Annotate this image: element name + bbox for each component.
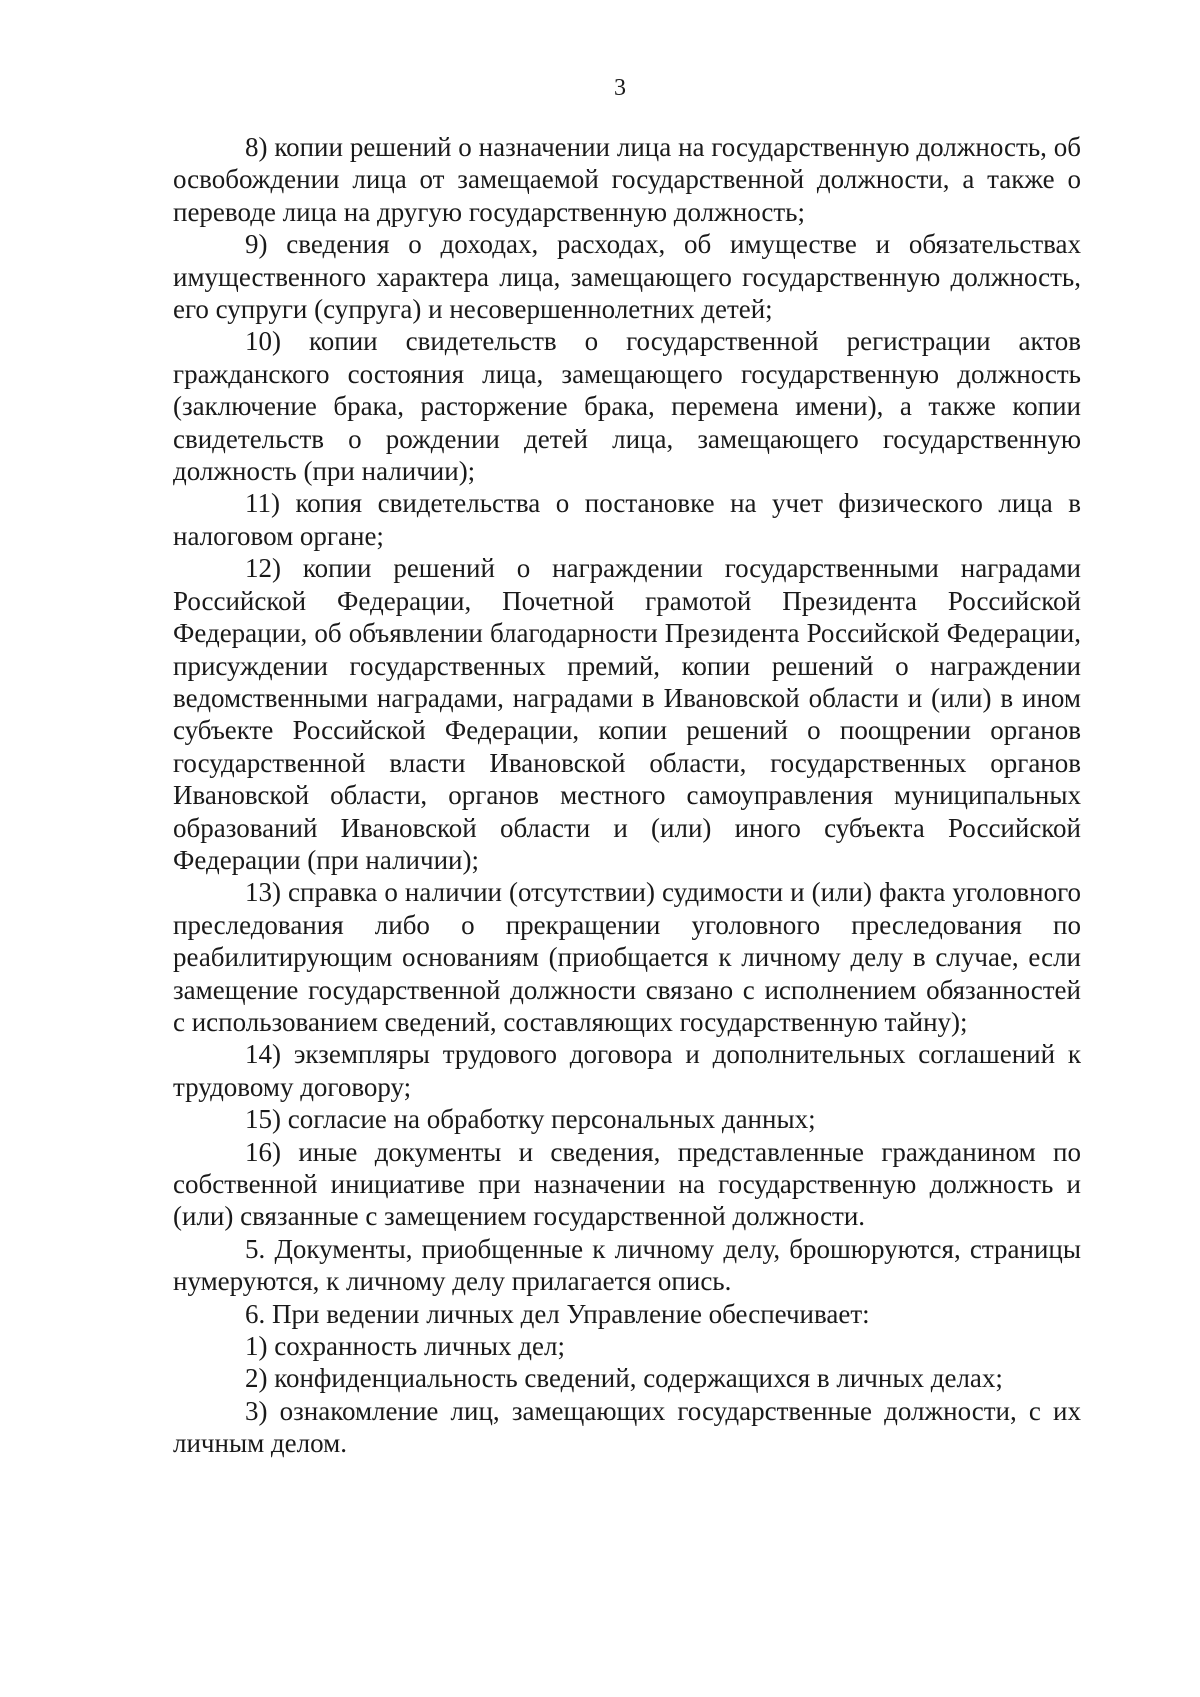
paragraph-item-16-other-documents: 16) иные документы и сведения, представленные гражданином по собственной инициативе при назначении на государственную должность и (или) связанные с замещением государственной должности. bbox=[173, 1136, 1081, 1232]
paragraph-item-10-civil-status-certificates: 10) копии свидетельств о государственной регистрации актов гражданского состояния лица, замещающего государственную должность (заключение брака, расторжение брака, перемена имени), а также копии свидетельств о рождении детей лица, замещающего государственную должность (при наличии); bbox=[173, 326, 1081, 487]
document-body bbox=[173, 131, 1081, 1460]
paragraph-item-14-labor-contract: 14) экземпляры трудового договора и дополнительных соглашений к трудовому договору; bbox=[173, 1039, 1081, 1102]
paragraph-section-5-binding: 5. Документы, приобщенные к личному делу, брошюруются, страницы нумеруются, к личному делу прилагается опись. bbox=[173, 1233, 1081, 1297]
paragraph-item-11-tax-registration: 11) копия свидетельства о постановке на учет физического лица в налоговом органе; bbox=[173, 488, 1081, 551]
paragraph-item-13-criminal-record: 13) справка о наличии (отсутствии) судимости и (или) факта уголовного преследования либо о прекращении уголовного преследования по реабилитирующим основаниям (приобщается к личному делу в случае, если замещение государственной должности связано с исполнением обязанностей с использованием сведений, составляющих государственную тайну); bbox=[173, 877, 1081, 1037]
paragraph-section-6-item-1: 1) сохранность личных дел; bbox=[245, 1331, 565, 1362]
page-number: 3 bbox=[614, 75, 626, 101]
paragraph-item-12-awards-decisions: 12) копии решений о награждении государственными наградами Российской Федерации, Почетной грамотой Президента Российской Федерации, об объявлении благодарности Президента Российской Федерации, присуждении государственных премий, копии решений о награждении ведомственными наградами, наградами в Ивановской области и (или) в ином субъекте Российской Федерации, копии решений о поощрении органов государственной власти Ивановской области, государственных органов Ивановской области, органов местного самоуправления муниципальных образований Ивановской области и (или) иного субъекта Российской Федерации (при наличии); bbox=[173, 553, 1081, 875]
paragraph-section-6-item-3: 3) ознакомление лиц, замещающих государственные должности, с их личным делом. bbox=[173, 1395, 1081, 1459]
paragraph-section-6-intro: 6. При ведении личных дел Управление обеспечивает: bbox=[245, 1298, 870, 1329]
paragraph-section-6-item-2: 2) конфиденциальность сведений, содержащихся в личных делах; bbox=[245, 1363, 1003, 1394]
paragraph-item-9-income-information: 9) сведения о доходах, расходах, об имуществе и обязательствах имущественного характера лица, замещающего государственную должность, его супруги (супруга) и несовершеннолетних детей; bbox=[173, 229, 1081, 325]
paragraph-item-8-decisions-copies: 8) копии решений о назначении лица на государственную должность, об освобождении лица от замещаемой государственной должности, а также о переводе лица на другую государственную должность; bbox=[173, 132, 1081, 227]
paragraph-item-15-data-consent: 15) согласие на обработку персональных данных; bbox=[245, 1104, 816, 1135]
